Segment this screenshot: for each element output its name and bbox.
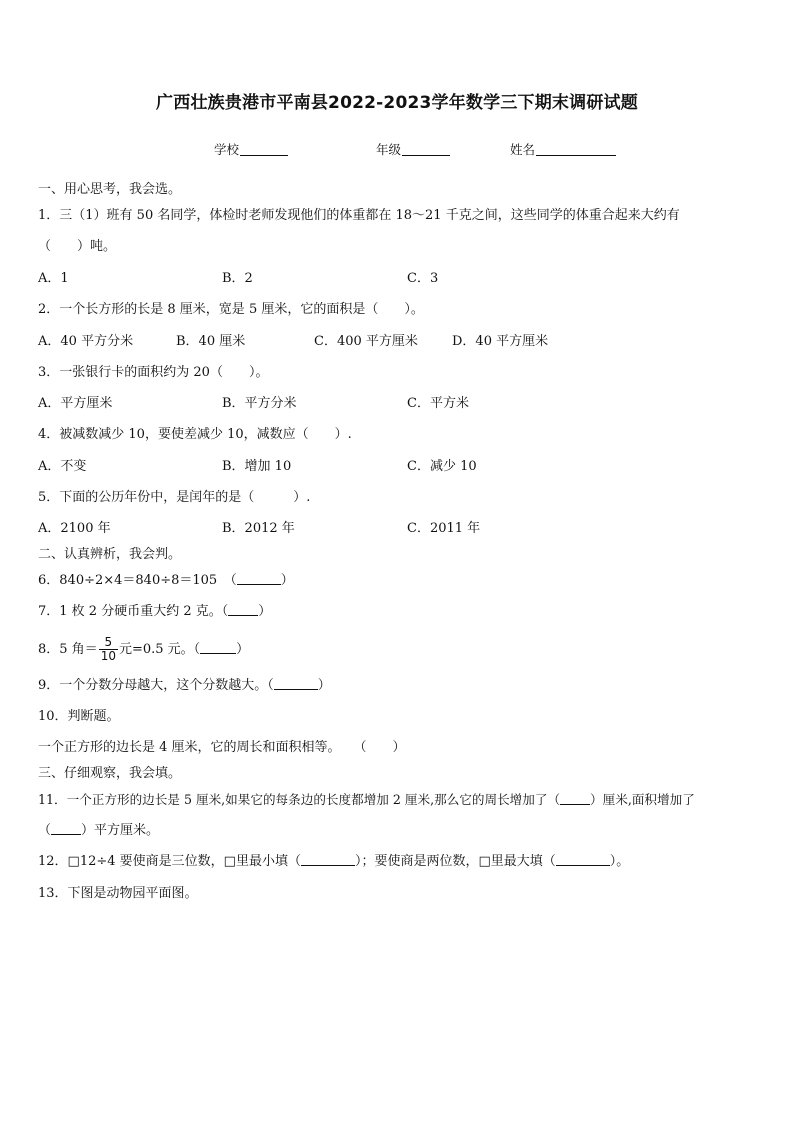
question-11-line2-suffix: ）平方厘米。	[81, 823, 160, 838]
question-1-line-1: 1．三（1）班有 50 名同学，体检时老师发现他们的体重都在 18～21 千克之间，这些同学的体重合起来大约有	[38, 208, 680, 223]
question-6-text: 6．840÷2×4＝840÷8＝105 （	[38, 573, 237, 588]
question-11-line2-open: （	[38, 823, 52, 838]
question-8-fraction	[99, 636, 118, 663]
question-8-close: ）	[236, 642, 250, 657]
question-7-answer-blank[interactable]	[228, 603, 258, 616]
question-12	[38, 853, 629, 871]
question-4: 4．被减数减少 10，要使差减少 10，减数应（ ）.	[38, 427, 352, 442]
question-9-answer-blank[interactable]	[274, 677, 318, 690]
question-4-option-c[interactable]: C．减少 10	[407, 459, 477, 474]
question-12-prefix: 12．□12÷4 要使商是三位数，□里最小填（	[38, 854, 301, 869]
question-1-line-2: （ ）吨。	[38, 239, 117, 254]
question-11-prefix: 11．一个正方形的边长是 5 厘米,如果它的每条边的长度都增加 2 厘米,那么它的周长增加了（	[38, 792, 561, 807]
question-2-option-a[interactable]: A．40 平方分米	[38, 334, 134, 349]
section-1-heading: 一、用心思考，我会选。	[38, 182, 182, 197]
student-info-fields	[0, 140, 794, 160]
question-4-option-a[interactable]: A．不变	[38, 459, 87, 474]
school-field	[214, 140, 288, 158]
question-12-middle: ）；要使商是两位数，□里最大填（	[354, 854, 556, 869]
question-8-suffix: 元=0.5 元。（	[118, 642, 201, 657]
question-5-option-c[interactable]: C．2011 年	[407, 521, 481, 536]
section-2-heading: 二、认真辨析，我会判。	[38, 547, 182, 562]
question-8-answer-blank[interactable]	[200, 641, 236, 654]
question-12-answer-blank-2[interactable]	[556, 853, 610, 866]
question-1-option-b[interactable]: B．2	[222, 271, 253, 286]
question-10-title: 10．判断题。	[38, 709, 120, 724]
question-11-answer-blank-2[interactable]	[51, 822, 81, 835]
question-6	[38, 572, 294, 590]
question-13: 13．下图是动物园平面图。	[38, 886, 198, 901]
question-4-option-b[interactable]: B．增加 10	[222, 459, 292, 474]
question-12-close: ）。	[609, 854, 630, 869]
page-title: 广西壮族贵港市平南县2022-2023学年数学三下期末调研试题	[156, 93, 638, 113]
question-2-option-b[interactable]: B．40 厘米	[176, 334, 246, 349]
question-8	[38, 636, 249, 663]
question-3: 3．一张银行卡的面积约为 20（ ）。	[38, 365, 269, 380]
question-1-option-c[interactable]: C．3	[407, 271, 439, 286]
fraction-numerator: 5	[99, 636, 118, 650]
section-3-heading: 三、仔细观察，我会填。	[38, 766, 182, 781]
question-5-option-b[interactable]: B．2012 年	[222, 521, 295, 536]
question-2: 2．一个长方形的长是 8 厘米，宽是 5 厘米，它的面积是（ ）。	[38, 302, 424, 317]
question-9-text: 9．一个分数分母越大，这个分数越大。（	[38, 678, 274, 693]
question-5-option-a[interactable]: A．2100 年	[38, 521, 111, 536]
question-7-close: ）	[258, 604, 272, 619]
question-7-text: 7．1 枚 2 分硬币重大约 2 克。（	[38, 604, 229, 619]
question-2-option-c[interactable]: C．400 平方厘米	[314, 334, 418, 349]
question-10-body: 一个正方形的边长是 4 厘米，它的周长和面积相等。 （ ）	[38, 740, 406, 755]
fraction-denominator: 10	[100, 649, 116, 663]
question-3-option-b[interactable]: B．平方分米	[222, 396, 297, 411]
question-11-answer-blank-1[interactable]	[560, 792, 590, 805]
question-7	[38, 603, 271, 621]
question-11-line-2	[38, 822, 159, 840]
grade-label: 年级	[376, 142, 402, 157]
question-6-answer-blank[interactable]	[237, 572, 281, 585]
name-field	[510, 140, 616, 158]
question-11-line-1	[38, 791, 695, 809]
question-6-close: ）	[280, 573, 294, 588]
question-11-middle: ）厘米,面积增加了	[590, 792, 695, 807]
question-5: 5．下面的公历年份中，是闰年的是（ ）.	[38, 490, 311, 505]
school-label: 学校	[214, 142, 240, 157]
question-1-option-a[interactable]: A．1	[38, 271, 69, 286]
question-3-option-a[interactable]: A．平方厘米	[38, 396, 113, 411]
name-blank[interactable]	[536, 142, 616, 156]
question-2-option-d[interactable]: D．40 平方厘米	[452, 334, 549, 349]
question-3-option-c[interactable]: C．平方米	[407, 396, 469, 411]
school-blank[interactable]	[240, 142, 288, 156]
question-12-answer-blank-1[interactable]	[301, 853, 355, 866]
question-9	[38, 677, 331, 695]
question-8-prefix: 8．5 角＝	[38, 642, 98, 657]
grade-field	[376, 140, 450, 158]
name-label: 姓名	[510, 142, 536, 157]
grade-blank[interactable]	[402, 142, 450, 156]
question-9-close: ）	[317, 678, 331, 693]
